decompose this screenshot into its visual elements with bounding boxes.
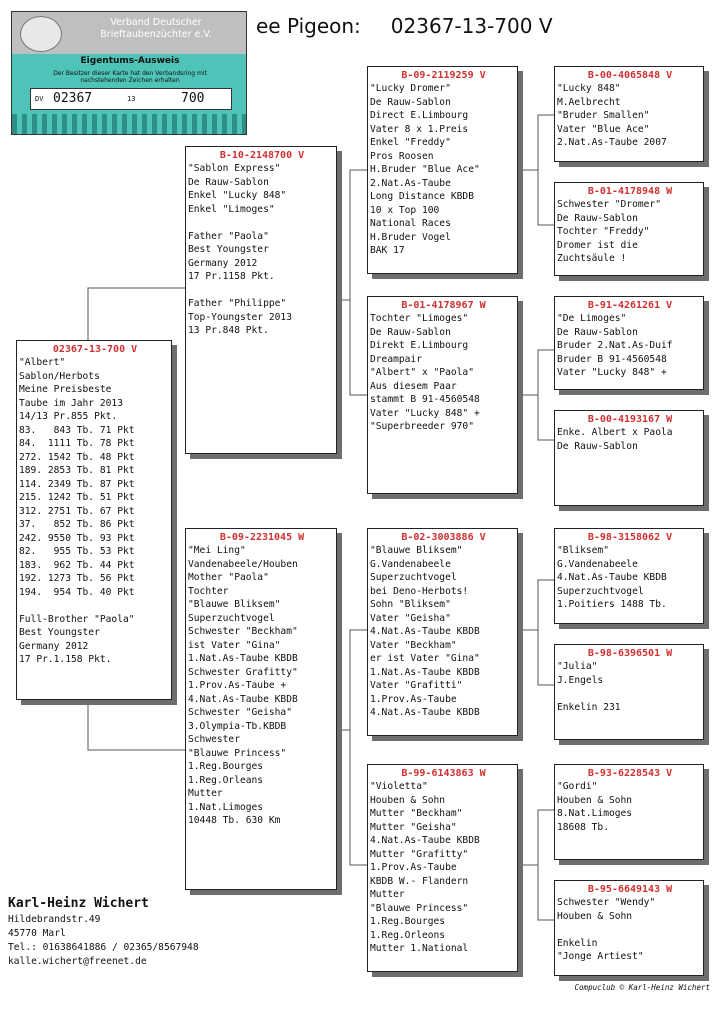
pedigree-line: 1.Prov.As-Taube +	[188, 680, 287, 691]
pedigree-line: Houben & Sohn	[557, 910, 633, 922]
pedigree-line: Mutter "Grafitty"	[370, 848, 469, 860]
ring-number: 02367-13-700 V	[52, 344, 138, 355]
pedigree-line: Germany 2012	[19, 640, 89, 652]
connector-dam	[337, 630, 367, 730]
pedigree-line: BAK 17	[370, 245, 405, 256]
pedigree-line: Bruder 2.Nat.As-Duif	[557, 340, 673, 351]
owner-name: Karl-Heinz Wichert	[8, 896, 149, 911]
pedigree-line: Aus diesem Paar	[370, 380, 457, 392]
ring-number: B-01-4178948 W	[587, 186, 673, 197]
pedigree-line: J.Engels	[557, 674, 604, 686]
pedigree-line: 10 x Top 100	[370, 204, 440, 216]
pedigree-line: bei Deno-Herbots!	[370, 585, 469, 597]
card-association-line1: Verband Deutscher	[110, 17, 202, 28]
pedigree-line: Mutter "Beckham"	[370, 808, 463, 819]
pedigree-text	[370, 312, 517, 434]
ring-number: B-98-3158062 V	[587, 532, 673, 543]
pedigree-line: 1.Reg.Orleons	[370, 929, 446, 941]
pedigree-line: De Rauw-Sablon	[557, 326, 638, 338]
pedigree-line: 17 Pr.1.158 Pkt.	[19, 654, 112, 665]
pedigree-line: Enkel "Lucky 848"	[188, 190, 287, 201]
pedigree-line: G.Vandenabeele	[557, 558, 638, 570]
pedigree-line: 14/13 Pr.855 Pkt.	[19, 411, 118, 422]
pedigree-line: De Rauw-Sablon	[557, 212, 638, 224]
pedigree-text	[557, 82, 703, 150]
pedigree-line: KBDB W.- Flandern	[370, 875, 469, 887]
pedigree-line: 1.Nat.As-Taube KBDB	[188, 653, 298, 664]
pedigree-line: ist Vater "Gina"	[188, 639, 281, 651]
pedigree-line: National Races	[370, 218, 451, 229]
connector-sd-dam	[538, 395, 554, 440]
pedigree-line: Sohn "Bliksem"	[370, 599, 451, 610]
pedigree-text	[557, 660, 703, 714]
pedigree-line: Meine Preisbeste	[19, 384, 112, 395]
connector-ds-dam	[538, 630, 554, 685]
card-year: 13	[127, 95, 136, 103]
pedigree-text	[557, 198, 703, 266]
pigeon-dam	[185, 528, 337, 890]
pedigree-line: 17 Pr.1158 Pkt.	[188, 271, 275, 282]
pigeon-sire-sire	[367, 66, 518, 274]
owner-email[interactable]: kalle.wichert@freenet.de	[8, 956, 147, 967]
pedigree-line: 4.Nat.As-Taube KBDB	[370, 626, 480, 637]
pedigree-line: 1.Prov.As-Taube	[370, 693, 457, 705]
ring-number: B-02-3003886 V	[401, 532, 486, 543]
connector-ds	[518, 580, 554, 630]
pedigree-line: "Albert"	[19, 357, 66, 368]
pedigree-line: 8.Nat.Limoges	[557, 808, 633, 819]
pedigree-line: "Blauwe Princess"	[370, 902, 469, 914]
pedigree-line: Enkel "Freddy"	[370, 137, 451, 148]
pedigree-line: 1.Reg.Bourges	[188, 761, 264, 772]
pedigree-line: "Blauwe Bliksem"	[370, 545, 463, 556]
pedigree-text	[188, 544, 336, 828]
pedigree-line: 1.Nat.As-Taube KBDB	[370, 666, 480, 678]
pedigree-line: 13 Pr.848 Pkt.	[188, 325, 269, 336]
pedigree-line: Bruder B 91-4560548	[557, 353, 667, 365]
pedigree-line: Dreampair	[370, 353, 422, 365]
pedigree-line: Superzuchtvogel	[370, 572, 457, 583]
pigeon-ds-dam	[554, 644, 704, 740]
pedigree-line: Direkt E.Limbourg	[370, 340, 469, 351]
pedigree-line: "Sablon Express"	[188, 163, 281, 174]
ring-number: B-93-6228543 V	[587, 768, 673, 779]
connector-ss	[518, 115, 554, 170]
pedigree-line: Tochter	[188, 585, 229, 597]
pedigree-line: Schwester "Dromer"	[557, 199, 661, 210]
pedigree-text	[557, 544, 703, 612]
pedigree-line: Best Youngster	[19, 627, 100, 638]
pedigree-line: Father "Philippe"	[188, 298, 287, 309]
pedigree-line: Mutter	[370, 889, 405, 900]
pedigree-line	[19, 599, 171, 613]
pedigree-line: 84. 1111 Tb. 78 Pkt	[19, 438, 135, 449]
pedigree-line: 1.Poitiers 1488 Tb.	[557, 599, 667, 610]
pedigree-line: 2.Nat.As-Taube	[370, 177, 451, 189]
pedigree-line: stammt B 91-4560548	[370, 394, 480, 405]
pedigree-line: er ist Vater "Gina"	[370, 653, 480, 664]
pedigree-text	[557, 426, 703, 453]
connector-sd	[518, 350, 554, 395]
pedigree-line: 194. 954 Tb. 40 Pkt	[19, 586, 135, 598]
pedigree-line: Houben & Sohn	[370, 794, 446, 806]
pedigree-line: Best Youngster	[188, 244, 269, 255]
ring-number: B-91-4261261 V	[587, 300, 673, 311]
pedigree-line: Long Distance KBDB	[370, 191, 474, 202]
title-prefix: ee Pigeon:	[256, 14, 361, 38]
pedigree-line: Vater "Beckham"	[370, 639, 457, 651]
pedigree-line: "Blauwe Bliksem"	[188, 599, 281, 610]
pigeon-dd-dam	[554, 880, 704, 976]
connector-dd	[518, 810, 554, 865]
pedigree-line: Schwester "Wendy"	[557, 897, 656, 908]
pedigree-line: Mutter	[188, 788, 223, 799]
connector-subject-dam	[88, 700, 185, 750]
pedigree-line: G.Vandenabeele	[370, 558, 451, 570]
pedigree-line: Vater "Geisha"	[370, 612, 451, 624]
pedigree-line: "Bliksem"	[557, 545, 609, 556]
pedigree-line: Tochter "Limoges"	[370, 313, 469, 324]
pigeon-ss-sire	[554, 66, 704, 162]
pedigree-line: 1.Prov.As-Taube	[370, 862, 457, 873]
connector-sire	[337, 170, 367, 300]
pedigree-line: 215. 1242 Tb. 51 Pkt	[19, 492, 135, 503]
pedigree-line: H.Bruder Vogel	[370, 231, 451, 243]
owner-city: 45770 Marl	[8, 928, 66, 939]
footer-credit: Compuclub © Karl-Heinz Wichert	[574, 983, 710, 992]
pedigree-line: 18608 Tb.	[557, 821, 609, 833]
pedigree-line	[188, 216, 336, 230]
pedigree-line: Mutter 1.National	[370, 943, 469, 954]
ring-number: B-00-4065848 V	[587, 70, 673, 81]
pedigree-line: Schwester "Beckham"	[188, 626, 298, 637]
pedigree-line: Schwester "Geisha"	[188, 707, 292, 718]
pedigree-line: 4.Nat.As-Taube KBDB	[370, 835, 480, 846]
pedigree-line: 82. 955 Tb. 53 Pkt	[19, 546, 135, 557]
pedigree-line: De Rauw-Sablon	[370, 96, 451, 108]
pedigree-line: 312. 2751 Tb. 67 Pkt	[19, 505, 135, 517]
pedigree-line: Houben & Sohn	[557, 794, 633, 806]
pedigree-line: Germany 2012	[188, 257, 258, 269]
pedigree-line: Schwester Grafitty"	[188, 666, 298, 678]
pedigree-line: Sablon/Herbots	[19, 370, 100, 382]
pedigree-line: 4.Nat.As-Taube KBDB	[188, 693, 298, 705]
pedigree-line: Vater "Lucky 848" +	[370, 407, 480, 419]
card-dv: DV	[35, 95, 44, 103]
pedigree-line: "Bruder Smallen"	[557, 110, 650, 121]
pedigree-line: 242. 9550 Tb. 93 Pkt	[19, 532, 135, 544]
pedigree-line: H.Bruder "Blue Ace"	[370, 164, 480, 175]
pedigree-line: "Lucky 848"	[557, 83, 621, 94]
pedigree-line: "De Limoges"	[557, 313, 627, 324]
pigeon-sd-sire	[554, 296, 704, 390]
pedigree-line: Schwester	[188, 734, 240, 745]
pedigree-line: Zuchtsäule !	[557, 253, 627, 264]
pedigree-text	[557, 780, 703, 834]
pigeon-sire-dam	[367, 296, 518, 494]
card-ring-no: 700	[181, 91, 205, 106]
pedigree-text	[19, 356, 171, 667]
pedigree-line: "Julia"	[557, 661, 598, 672]
pedigree-line: 2.Nat.As-Taube 2007	[557, 137, 667, 148]
ring-number: B-00-4193167 W	[587, 414, 673, 425]
pedigree-line: Mutter "Geisha"	[370, 821, 457, 833]
pedigree-line: "Blauwe Princess"	[188, 747, 287, 759]
pedigree-line: 272. 1542 Tb. 48 Pkt	[19, 451, 135, 463]
pedigree-line: Enkelin	[557, 937, 598, 949]
pedigree-line	[557, 923, 703, 937]
owner-street: Hildebrandstr.49	[8, 914, 101, 925]
ring-number: B-10-2148700 V	[219, 150, 305, 161]
pedigree-line: 183. 962 Tb. 44 Pkt	[19, 559, 135, 571]
pedigree-line	[557, 687, 703, 701]
connector-ss-dam	[538, 170, 554, 225]
pedigree-line: Father "Paola"	[188, 230, 269, 242]
pedigree-line: 189. 2853 Tb. 81 Pkt	[19, 465, 135, 476]
pedigree-line: 10448 Tb. 630 Km	[188, 815, 281, 826]
pedigree-line: Top-Youngster 2013	[188, 311, 292, 323]
pedigree-line: De Rauw-Sablon	[188, 176, 269, 188]
pedigree-line: Vandenabeele/Houben	[188, 558, 298, 570]
ring-number: B-99-6143863 W	[401, 768, 486, 779]
pedigree-line	[188, 284, 336, 298]
pedigree-line: Vater "Grafitti"	[370, 680, 463, 691]
pigeon-sire	[185, 146, 337, 454]
ring-number: B-98-6396501 W	[587, 648, 673, 659]
pedigree-line: "Jonge Artiest"	[557, 951, 644, 962]
pedigree-line: 1.Reg.Orleans	[188, 774, 264, 786]
card-association-line2: Brieftaubenzüchter e.V.	[100, 29, 212, 40]
pedigree-line: "Gordi"	[557, 781, 598, 792]
pedigree-line: Enke. Albert x Paola	[557, 427, 673, 438]
connector-subject	[88, 288, 185, 340]
pedigree-line: "Albert" x "Paola"	[370, 367, 474, 378]
pedigree-line: 37. 852 Tb. 86 Pkt	[19, 519, 135, 530]
ring-number: B-09-2231045 W	[219, 532, 305, 543]
ring-number: B-01-4178967 W	[401, 300, 486, 311]
card-subtitle: Eigentums-Ausweis	[80, 56, 180, 66]
pedigree-line: "Lucky Dromer"	[370, 83, 451, 94]
owner-block	[8, 894, 199, 969]
title-ring-number: 02367-13-700 V	[390, 14, 553, 38]
pedigree-line: De Rauw-Sablon	[557, 440, 638, 452]
pedigree-line: 3.Olympia-Tb.KBDB	[188, 720, 287, 732]
pedigree-line: Enkel "Limoges"	[188, 203, 275, 215]
pedigree-line: De Rauw-Sablon	[370, 326, 451, 338]
pedigree-line: 83. 843 Tb. 71 Pkt	[19, 424, 135, 436]
ring-number: B-95-6649143 W	[587, 884, 673, 895]
pedigree-line: Vater "Blue Ace"	[557, 123, 650, 135]
pigeon-ds-sire	[554, 528, 704, 624]
pedigree-line: Enkelin 231	[557, 701, 621, 713]
pedigree-line: 1.Nat.Limoges	[188, 801, 264, 813]
pedigree-line: Superzuchtvogel	[188, 612, 275, 624]
pedigree-line: 4.Nat.As-Taube KBDB	[557, 572, 667, 583]
pigeon-sd-dam	[554, 410, 704, 506]
pedigree-text	[557, 312, 703, 380]
pedigree-line: Tochter "Freddy"	[557, 226, 650, 237]
pedigree-line: Vater "Lucky 848" +	[557, 367, 667, 378]
pedigree-line: Mother "Paola"	[188, 572, 269, 583]
pedigree-text	[370, 544, 517, 720]
pedigree-line: "Violetta"	[370, 781, 428, 792]
pedigree-line: Taube im Jahr 2013	[19, 397, 123, 409]
owner-phone: Tel.: 01638641886 / 02365/8567948	[8, 942, 199, 953]
pedigree-line: Pros Roosen	[370, 150, 434, 162]
pigeon-subject	[16, 340, 172, 700]
pedigree-line: "Superbreeder 970"	[370, 421, 474, 432]
pedigree-line: M.Aelbrecht	[557, 96, 621, 108]
connector-dd-dam	[538, 865, 554, 920]
pedigree-text	[370, 82, 517, 258]
pedigree-line: 192. 1273 Tb. 56 Pkt	[19, 573, 135, 584]
pigeon-dam-sire	[367, 528, 518, 736]
pedigree-text	[557, 896, 703, 964]
pedigree-text	[370, 780, 517, 956]
pedigree-line: Superzuchtvogel	[557, 585, 644, 597]
pedigree-line: Direct E.Limbourg	[370, 110, 469, 121]
pedigree-line: 4.Nat.As-Taube KBDB	[370, 707, 480, 718]
pedigree-line: Vater 8 x 1.Preis	[370, 123, 469, 135]
pigeon-ss-dam	[554, 182, 704, 276]
connector-sire-dam	[350, 300, 367, 395]
pedigree-line: 1.Reg.Bourges	[370, 916, 446, 927]
pedigree-line: 114. 2349 Tb. 87 Pkt	[19, 478, 135, 490]
card-number: 02367	[53, 91, 93, 106]
pigeon-dd-sire	[554, 764, 704, 860]
pedigree-line: "Mei Ling"	[188, 545, 246, 556]
pigeon-dam-dam	[367, 764, 518, 972]
pedigree-text	[188, 162, 336, 338]
card-note: Der Besitzer dieser Karte hat den Verbandsring mit nachstehenden Zeichen erhalten	[53, 70, 207, 84]
pedigree-line: Full-Brother "Paola"	[19, 613, 135, 625]
ring-number: B-09-2119259 V	[401, 70, 486, 81]
connector-dam-dam	[350, 730, 367, 865]
pedigree-line: Dromer ist die	[557, 239, 638, 251]
